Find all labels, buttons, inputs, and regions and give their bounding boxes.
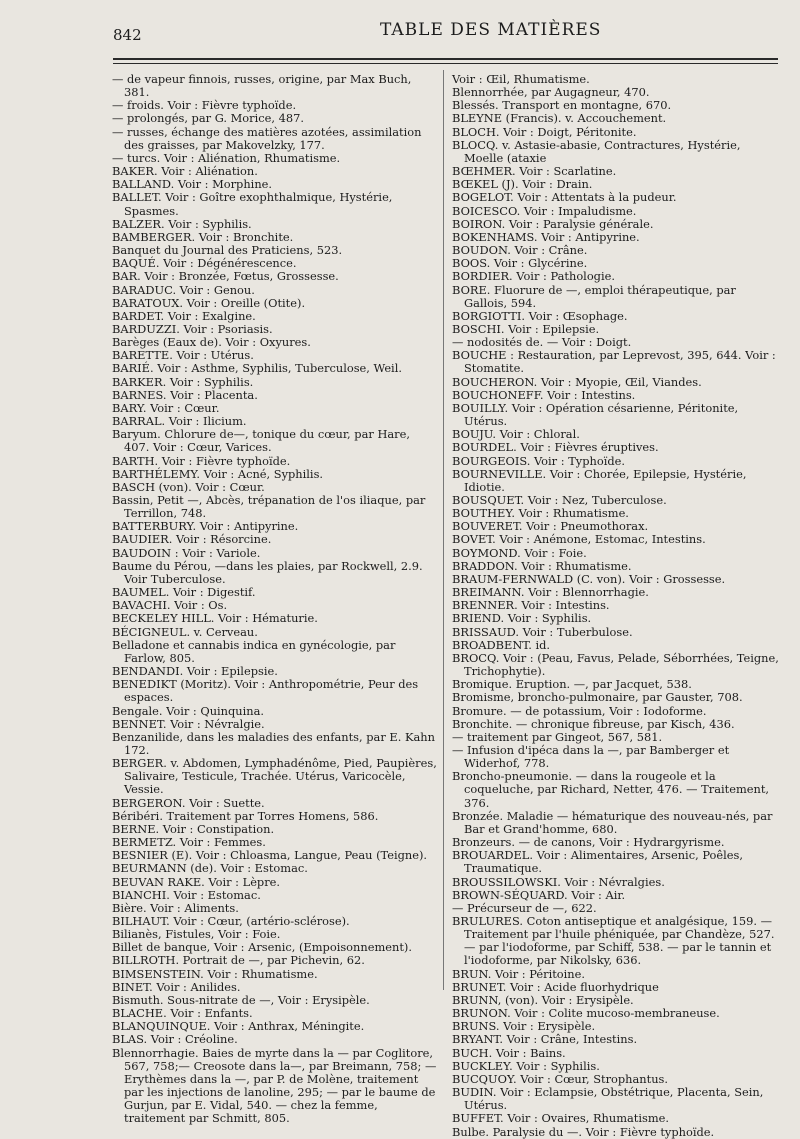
index-entry: BESNIER (E). Voir : Chloasma, Langue, Peau (Teigne). bbox=[112, 848, 428, 863]
index-entry: Bière. Voir : Aliments. bbox=[112, 900, 239, 915]
index-entry: BALLET. Voir : Goître exophthalmique, Hystérie, Spasmes. bbox=[112, 190, 393, 218]
index-entry: BUCH. Voir : Bains. bbox=[452, 1045, 566, 1060]
index-entry: BEUVAN RAKE. Voir : Lèpre. bbox=[112, 874, 281, 889]
index-entry: BECKELEY HILL. Voir : Hématurie. bbox=[112, 611, 318, 626]
index-entry: Béribéri. Traitement par Torres Homens, 586. bbox=[112, 808, 379, 823]
index-entry: BARTH. Voir : Fièvre typhoïde. bbox=[112, 453, 291, 468]
index-entry: Bronzée. Maladie — hématurique des nouveau-nés, par Bar et Grand'homme, 680. bbox=[452, 808, 773, 836]
index-entry: BOIRON. Voir : Paralysie générale. bbox=[452, 216, 654, 231]
index-entry: BROUSSILOWSKI. Voir : Névralgies. bbox=[452, 874, 665, 889]
index-entry: BRADDON. Voir : Rhumatisme. bbox=[452, 558, 632, 573]
index-entry: BAVACHI. Voir : Os. bbox=[112, 598, 228, 613]
index-entry: Bromure. — de potassium, Voir : Iodoforme. bbox=[452, 703, 707, 718]
index-entry: BARATOUX. Voir : Oreille (Otite). bbox=[112, 295, 306, 310]
index-entry: Bismuth. Sous-nitrate de —, Voir : Erysipèle. bbox=[112, 992, 370, 1007]
index-entry: BOSCHI. Voir : Epilepsie. bbox=[452, 321, 600, 336]
index-entry: BLOCH. Voir : Doigt, Péritonite. bbox=[452, 124, 637, 139]
index-entry: Blennorrhagie. Baies de myrte dans la — par Coglitore, 567, 758;— Creosote dans la—, par Breimann, 758; — Erythèmes dans la —, par P. de Molène, traitement par les injections de lanoline, 295; — par le baume de Gurjun, par E. Vidal, 540. — chez la femme, traitement par Schmitt, 805. bbox=[112, 1045, 437, 1126]
index-entry: — turcs. Voir : Aliénation, Rhumatisme. bbox=[112, 150, 341, 165]
index-entry: BRAUM-FERNWALD (C. von). Voir : Grossesse. bbox=[452, 571, 726, 586]
index-entry: BARADUC. Voir : Genou. bbox=[112, 282, 255, 297]
index-entry: BAQUÉ. Voir : Dégénérescence. bbox=[112, 256, 297, 271]
index-column-right bbox=[452, 73, 782, 1139]
index-entry: BERMETZ. Voir : Femmes. bbox=[112, 835, 266, 850]
index-entry: BÉCIGNEUL. v. Cerveau. bbox=[112, 624, 258, 639]
index-entry: BOUVERET. Voir : Pneumothorax. bbox=[452, 519, 649, 534]
index-entry: BARDUZZI. Voir : Psoriasis. bbox=[112, 321, 273, 336]
index-entry: BROWN-SÉQUARD. Voir : Air. bbox=[452, 887, 626, 902]
index-entry: Billet de banque, Voir : Arsenic, (Empoisonnement). bbox=[112, 940, 412, 955]
index-entry: BLOCQ. v. Astasie-abasie, Contractures, Hystérie, Moelle (ataxie bbox=[452, 137, 741, 165]
index-entry: BAR. Voir : Bronzée, Fœtus, Grossesse. bbox=[112, 269, 339, 284]
index-entry: BRULURES. Coton antiseptique et analgésique, 159. — Traitement par l'huile phéniquée, par Chandèze, 527. — par l'iodoforme, par Schiff, 538. — par le tannin et l'iodoforme, par Nikolsky, 636. bbox=[452, 914, 775, 968]
index-entry: — traitement par Gingeot, 567, 581. bbox=[452, 729, 663, 744]
index-entry: BAKER. Voir : Aliénation. bbox=[112, 164, 258, 179]
index-entry: BORGIOTTI. Voir : Œsophage. bbox=[452, 308, 628, 323]
index-entry: BLEYNE (Francis). v. Accouchement. bbox=[452, 111, 667, 126]
index-entry: BATTERBURY. Voir : Antipyrine. bbox=[112, 519, 299, 534]
index-entry: Bronchite. — chronique fibreuse, par Kisch, 436. bbox=[452, 716, 735, 731]
index-entry: Bronzeurs. — de canons, Voir : Hydrargyrisme. bbox=[452, 835, 725, 850]
index-entry: BARY. Voir : Cœur. bbox=[112, 400, 220, 415]
column-divider bbox=[443, 70, 444, 990]
index-entry: BOICESCO. Voir : Impaludisme. bbox=[452, 203, 637, 218]
index-entry: BOYMOND. Voir : Foie. bbox=[452, 545, 587, 560]
index-entry: BOKENHAMS. Voir : Antipyrine. bbox=[452, 229, 640, 244]
index-entry: — froids. Voir : Fièvre typhoïde. bbox=[112, 98, 297, 113]
index-entry: BIANCHI. Voir : Estomac. bbox=[112, 887, 261, 902]
index-entry: BŒHMER. Voir : Scarlatine. bbox=[452, 164, 617, 179]
header-rule-thin bbox=[113, 63, 778, 64]
index-entry: Voir : Œil, Rhumatisme. bbox=[452, 72, 590, 86]
index-entry: BOUTHEY. Voir : Rhumatisme. bbox=[452, 506, 629, 521]
index-entry: BRUNET. Voir : Acide fluorhydrique bbox=[452, 979, 659, 994]
page-header bbox=[0, 0, 800, 70]
index-entry: Bassin, Petit —, Abcès, trépanation de l'os iliaque, par Terrillon, 748. bbox=[112, 493, 426, 521]
index-entry: Baume du Pérou, —dans les plaies, par Rockwell, 2.9. Voir Tuberculose. bbox=[112, 558, 423, 586]
index-entry: BASCH (von). Voir : Cœur. bbox=[112, 479, 265, 494]
index-entry: BINET. Voir : Anilides. bbox=[112, 979, 241, 994]
index-entry: BOUDON. Voir : Crâne. bbox=[452, 243, 588, 258]
index-entry: Bromique. Eruption. —, par Jacquet, 538. bbox=[452, 677, 692, 692]
index-entry: BENNET. Voir : Névralgie. bbox=[112, 716, 265, 731]
index-entry: BUCQUOY. Voir : Cœur, Strophantus. bbox=[452, 1071, 669, 1086]
index-entry: BOUSQUET. Voir : Nez, Tuberculose. bbox=[452, 493, 667, 507]
index-entry: BOOS. Voir : Glycérine. bbox=[452, 256, 588, 271]
index-entry: Broncho-pneumonie. — dans la rougeole et la coqueluche, par Richard, Netter, 476. — Traitement, 376. bbox=[452, 769, 770, 810]
index-entry: BREIMANN. Voir : Blennorrhagie. bbox=[452, 585, 649, 600]
index-entry: BROCQ. Voir : (Peau, Favus, Pelade, Séborrhées, Teigne, Trichophytie). bbox=[452, 650, 779, 679]
index-entry: BAUMEL. Voir : Digestif. bbox=[112, 585, 256, 600]
index-entry: BOURGEOIS. Voir : Typhoïde. bbox=[452, 453, 626, 468]
index-entry: BAMBERGER. Voir : Bronchite. bbox=[112, 229, 294, 244]
index-entry: BOVET. Voir : Anémone, Estomac, Intestins. bbox=[452, 532, 706, 547]
index-entry: Barèges (Eaux de). Voir : Oxyures. bbox=[112, 335, 311, 350]
index-entry: BARIÉ. Voir : Asthme, Syphilis, Tuberculose, Weil. bbox=[112, 361, 402, 376]
index-entry: BARTHÉLEMY. Voir : Acné, Syphilis. bbox=[112, 466, 324, 481]
index-entry: BILLROTH. Portrait de —, par Pichevin, 62. bbox=[112, 953, 365, 968]
index-entry: BORE. Fluorure de —, emploi thérapeutique, par Gallois, 594. bbox=[452, 282, 736, 310]
index-entry: Blennorrhée, par Augagneur, 470. bbox=[452, 85, 650, 100]
index-entry: BOUCHERON. Voir : Myopie, Œil, Viandes. bbox=[452, 374, 702, 389]
index-entry: BRUNS. Voir : Erysipèle. bbox=[452, 1019, 596, 1034]
index-entry: Bulbe. Paralysie du —. Voir : Fièvre typhoïde. bbox=[452, 1124, 715, 1139]
index-entry: BAUDIER. Voir : Résorcine. bbox=[112, 532, 272, 547]
index-entry: Bengale. Voir : Quinquina. bbox=[112, 703, 265, 718]
index-entry: — russes, échange des matières azotées, assimilation des graisses, par Makovelzky, 177. bbox=[112, 124, 422, 152]
index-entry: Benzanilide, dans les maladies des enfants, par E. Kahn 172. bbox=[112, 729, 435, 757]
index-entry: BRUNN, (von). Voir : Erysipèle. bbox=[452, 992, 634, 1007]
index-entry: BUFFET. Voir : Ovaires, Rhumatisme. bbox=[452, 1111, 670, 1126]
index-entry: BROADBENT. id. bbox=[452, 637, 551, 652]
index-entry: BIMSENSTEIN. Voir : Rhumatisme. bbox=[112, 966, 318, 981]
index-entry: — nodosités de. — Voir : Doigt. bbox=[452, 335, 632, 350]
index-entry: BOURDEL. Voir : Fièvres éruptives. bbox=[452, 440, 659, 455]
page-title: TABLE DES MATIÈRES bbox=[380, 20, 602, 40]
index-entry: BLACHE. Voir : Enfants. bbox=[112, 1006, 253, 1021]
index-entry: Blessés. Transport en montagne, 670. bbox=[452, 98, 672, 113]
index-entry: BARRAL. Voir : Ilicium. bbox=[112, 414, 247, 429]
index-entry: BENEDIKT (Moritz). Voir : Anthropométrie, Peur des espaces. bbox=[112, 677, 419, 705]
index-entry: — prolongés, par G. Morice, 487. bbox=[112, 111, 304, 126]
index-entry: BLAS. Voir : Créoline. bbox=[112, 1032, 238, 1047]
index-entry: BERNE. Voir : Constipation. bbox=[112, 821, 275, 836]
index-entry: BRENNER. Voir : Intestins. bbox=[452, 598, 610, 613]
index-entry: BOURNEVILLE. Voir : Chorée, Epilepsie, Hystérie, Idiotie. bbox=[452, 466, 747, 494]
index-entry: BORDIER. Voir : Pathologie. bbox=[452, 269, 615, 284]
index-entry: BARKER. Voir : Syphilis. bbox=[112, 374, 254, 389]
index-entry: BERGER. v. Abdomen, Lymphadénôme, Pied, Paupières, Salivaire, Testicule, Trachée. Utérus, Varicocèle, Vessie. bbox=[112, 756, 437, 797]
index-entry: Bilianès, Fistules, Voir : Foie. bbox=[112, 927, 281, 942]
index-entry: BARETTE. Voir : Utérus. bbox=[112, 348, 254, 363]
index-entry: BENDANDI. Voir : Epilepsie. bbox=[112, 664, 278, 679]
header-rule-thick bbox=[113, 58, 778, 60]
index-entry: Belladone et cannabis indica en gynécologie, par Farlow, 805. bbox=[112, 637, 396, 665]
index-entry: BŒKEL (J). Voir : Drain. bbox=[452, 177, 593, 192]
index-entry: — Infusion d'ipéca dans la —, par Bamberger et Widerhof, 778. bbox=[452, 742, 730, 771]
index-entry: — Précurseur de —, 622. bbox=[452, 900, 597, 915]
index-entry: BARNES. Voir : Placenta. bbox=[112, 387, 258, 402]
index-entry: BERGERON. Voir : Suette. bbox=[112, 795, 265, 810]
index-entry: BLANQUINQUE. Voir : Anthrax, Méningite. bbox=[112, 1019, 365, 1034]
index-entry: — de vapeur finnois, russes, origine, par Max Buch, 381. bbox=[112, 72, 412, 100]
index-entry: Banquet du Journal des Praticiens, 523. bbox=[112, 243, 343, 258]
index-entry: BARDET. Voir : Exalgine. bbox=[112, 308, 256, 323]
page-number: 842 bbox=[113, 26, 142, 44]
index-entry: BOUILLY. Voir : Opération césarienne, Péritonite, Utérus. bbox=[452, 400, 739, 429]
index-entry: BUDIN. Voir : Eclampsie, Obstétrique, Placenta, Sein, Utérus. bbox=[452, 1085, 764, 1113]
index-entry: BAUDOIN : Voir : Variole. bbox=[112, 545, 261, 560]
index-entry: BRYANT. Voir : Crâne, Intestins. bbox=[452, 1032, 638, 1047]
index-entry: BUCKLEY. Voir : Syphilis. bbox=[452, 1058, 600, 1073]
index-entry: BEURMANN (de). Voir : Estomac. bbox=[112, 861, 308, 876]
index-entry: BOUJU. Voir : Chloral. bbox=[452, 427, 580, 442]
index-entry: BRUNON. Voir : Colite mucoso-membraneuse. bbox=[452, 1006, 720, 1021]
index-entry: BALZER. Voir : Syphilis. bbox=[112, 216, 252, 231]
index-entry: BRUN. Voir : Péritoine. bbox=[452, 966, 585, 981]
index-entry: Bromisme, broncho-pulmonaire, par Gauster, 708. bbox=[452, 690, 743, 705]
index-entry: Baryum. Chlorure de—, tonique du cœur, par Hare, 407. Voir : Cœur, Varices. bbox=[112, 427, 410, 455]
index-entry: BOGELOT. Voir : Attentats à la pudeur. bbox=[452, 190, 677, 205]
index-entry: BRISSAUD. Voir : Tuberbulose. bbox=[452, 624, 633, 639]
index-entry: BILHAUT. Voir : Cœur, (artério-sclérose). bbox=[112, 914, 350, 928]
index-entry: BRIEND. Voir : Syphilis. bbox=[452, 611, 592, 626]
index-entry: BROUARDEL. Voir : Alimentaires, Arsenic, Poêles, Traumatique. bbox=[452, 848, 743, 876]
index-entry: BOUCHE : Restauration, par Leprevost, 395, 644. Voir : Stomatite. bbox=[452, 348, 776, 376]
index-column-left bbox=[112, 73, 437, 1126]
index-entry: BALLAND. Voir : Morphine. bbox=[112, 177, 273, 192]
index-entry: BOUCHONEFF. Voir : Intestins. bbox=[452, 387, 636, 402]
